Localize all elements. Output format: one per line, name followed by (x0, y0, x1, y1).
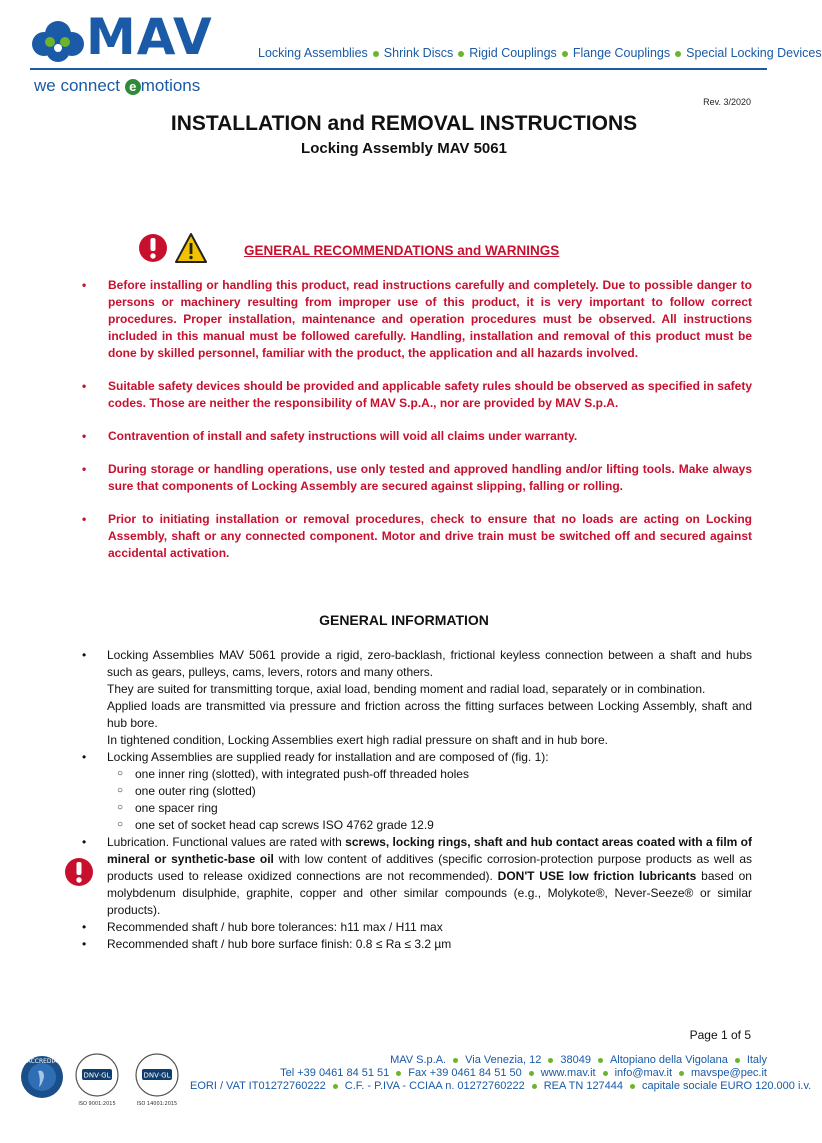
warning-item: • During storage or handling operations, use only tested and approved handling and/or lifting tools. Make always sure that components of Locking Assembly are secured against slipping, falling or rolling. (82, 462, 752, 493)
e-badge-icon: e (125, 79, 141, 95)
page-title: INSTALLATION and REMOVAL INSTRUCTIONS (170, 112, 638, 135)
warnings-heading: GENERAL RECOMMENDATIONS and WARNINGS (244, 243, 560, 258)
iso-14001-label: ISO 14001:2015 (136, 1101, 178, 1107)
logo-cloud-icon (30, 18, 90, 68)
product-lines (258, 46, 822, 60)
footer-address: MAV S.p.A. Via Venezia, 12 38049 Altopiano della Vigolana Italy (390, 1054, 767, 1066)
tagline: we connect e motions (34, 76, 201, 95)
page-number: Page 1 of 5 (689, 1028, 751, 1042)
page-subtitle: Locking Assembly MAV 5061 (301, 140, 507, 157)
certification-logos (20, 1045, 190, 1105)
component-item: ○ one outer ring (slotted) (117, 784, 256, 798)
warning-item: • Suitable safety devices should be provided and applicable safety rules should be observed as specified in safety codes. Those are neither the responsibility of MAV S.p.A., nor are provided by MAV S.p.A. (82, 379, 752, 410)
iso-9001-label: ISO 9001:2015 (78, 1101, 116, 1107)
revision-label: Rev. 3/2020 (703, 97, 751, 107)
warning-item: • Before installing or handling this product, read instructions carefully and completely. Due to possible danger to persons or machinery resulting from improper use of this product, it is very important to follow correct procedures. Proper installation, maintenance and operation procedures must be observed. All instructions included in this manual must be followed carefully. Handling, installation and removal of this product must be done by skilled personnel, familiar with the product, the application and all hazards involved. (82, 278, 752, 360)
warning-item: • Prior to initiating installation or removal procedures, check to ensure that no loads are acting on Locking Assembly, shaft or any connected component. Motor and drive train must be switched off and secured against accidental activation. (82, 512, 752, 560)
warnings-list (82, 277, 752, 578)
website-link[interactable]: www.mav.it (540, 1067, 596, 1079)
logo-text: MAV (86, 8, 213, 66)
accredia-label: ACCREDIA (26, 1058, 58, 1065)
dnv-environment-seal-icon (136, 1054, 178, 1107)
dnv-label: DNV·GL (143, 1071, 171, 1080)
components-list (117, 766, 752, 834)
general-info-heading: GENERAL INFORMATION (319, 612, 489, 628)
product-line: Locking Assemblies (258, 46, 368, 60)
info-item: • Recommended shaft / hub bore tolerances: h11 max / H11 max (82, 920, 443, 934)
mav-logo (30, 8, 220, 74)
info-item: • Recommended shaft / hub bore surface finish: 0.8 ≤ Ra ≤ 3.2 µm (82, 937, 452, 951)
component-item: ○ one inner ring (slotted), with integrated push-off threaded holes (117, 767, 469, 781)
pec-email-link[interactable]: mavspe@pec.it (691, 1067, 767, 1079)
exclamation-circle-icon (64, 857, 94, 892)
info-item-lubrication: • Lubrication. Functional values are rated with screws, locking rings, shaft and hub contact areas coated with a film of mineral or synthetic-base oil with low content of additives (specific corrosion-protection purpose products as well as products used to release oxidized connections are not recommended). DON'T USE low friction lubricants based on molybdenum disulphide, graphite, copper and other similar compounds (e.g., Molykote®, Never-Seeze® or similar products). (82, 835, 752, 917)
general-info-list (82, 647, 752, 953)
warning-icons (138, 232, 208, 271)
email-link[interactable]: info@mav.it (614, 1067, 673, 1079)
product-line: Rigid Couplings (469, 46, 557, 60)
footer-legal: EORI / VAT IT01272760222 C.F. - P.IVA - CCIAA n. 01272760222 REA TN 127444 capitale sociale EURO 120.000 i.v. (190, 1080, 812, 1092)
product-line: Special Locking Devices (686, 46, 822, 60)
component-item: ○ one spacer ring (117, 801, 218, 815)
info-item: • Locking Assemblies MAV 5061 provide a rigid, zero-backlash, frictional keyless connection between a shaft and hubs such as gears, pulleys, cams, levers, rotors and many others. They are suited for transmitting torque, axial load, bending moment and radial load, separately or in combination. Applied loads are transmitted via pressure and friction across the fitting surfaces between Locking Assembly, shaft and hub bore. In tightened condition, Locking Assemblies exert high radial pressure on shaft and in hub bore. (82, 648, 752, 747)
caution-triangle-icon (176, 234, 206, 262)
dnv-label: DNV·GL (83, 1071, 111, 1080)
footer-contacts: Tel +39 0461 84 51 51 Fax +39 0461 84 51 50 www.mav.it info@mav.it mavspe@pec.it (280, 1067, 767, 1079)
dnv-quality-seal-icon (76, 1054, 118, 1107)
accredia-seal-icon (21, 1056, 63, 1098)
product-line: Shrink Discs (383, 46, 454, 60)
warning-item: • Contravention of install and safety instructions will void all claims under warranty. (82, 429, 578, 443)
component-item: ○ one set of socket head cap screws ISO 4762 grade 12.9 (117, 818, 434, 832)
exclamation-circle-icon (139, 234, 167, 262)
product-line: Flange Couplings (572, 46, 671, 60)
info-item: • Locking Assemblies are supplied ready for installation and are composed of (fig. 1): ○ one inner ring (slotted), with integrated push-off threaded holes ○ one outer ring (slotted) ○ one spacer ring ○ one set of socket head cap screws ISO 4762 grade 12.9 (82, 749, 752, 834)
header-divider (30, 68, 767, 70)
